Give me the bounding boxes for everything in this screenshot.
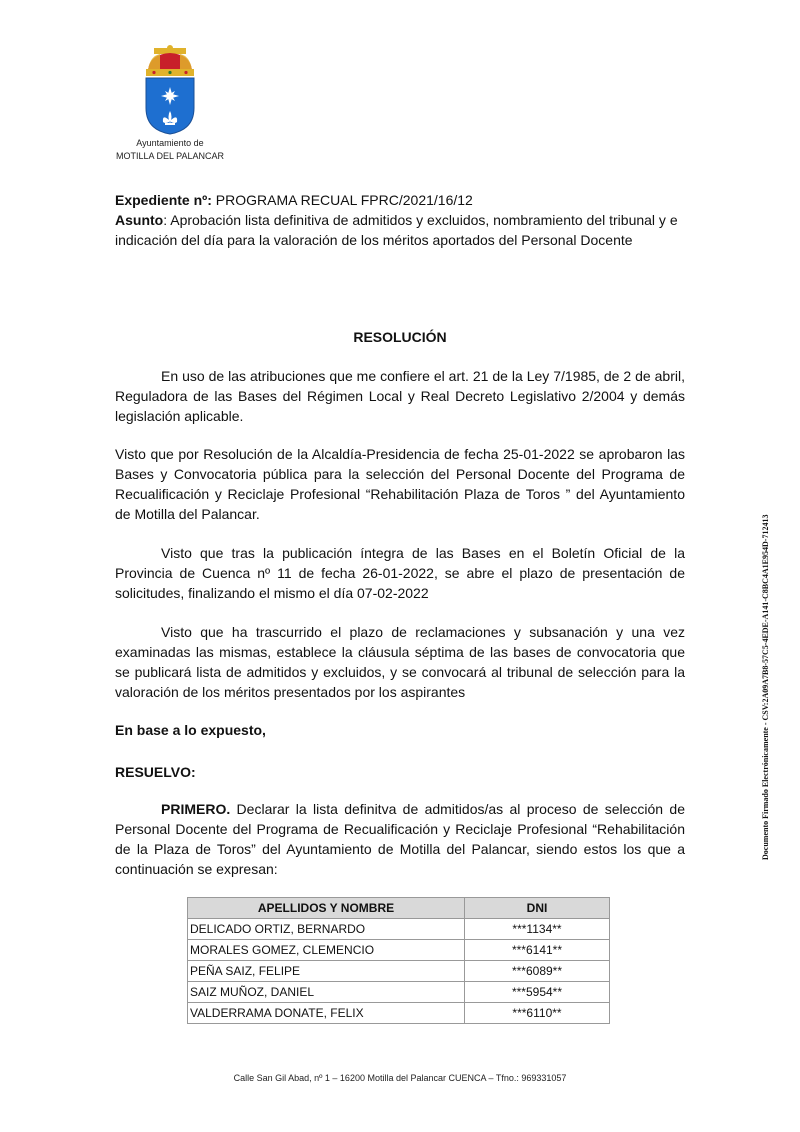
page-footer-address: Calle San Gil Abad, nº 1 – 16200 Motilla del Palancar CUENCA – Tfno.: 969331057 (233, 1073, 567, 1083)
candidate-name: PEÑA SAIZ, FELIPE (188, 961, 465, 982)
expediente-value: PROGRAMA RECUAL FPRC/2021/16/12 (211, 192, 473, 208)
table-header-row (188, 898, 610, 919)
paragraph-claims: Visto que ha trascurrido el plazo de reclamaciones y subsanación y una vez examinadas las mismas, establece la cláusula séptima de las bases de convocatoria que se publicará lista de admitidos y excluidos, y se convocará al tribunal de selección para la valoración de los méritos presentados por los aspirantes (115, 624, 685, 700)
admitted-candidates-table (187, 897, 610, 1024)
column-header-name: APELLIDOS Y NOMBRE (188, 898, 465, 919)
table-row (188, 940, 610, 961)
primero-text: Declarar la lista definitva de admitidos/as al proceso de selección de Personal Docente del Programa de Recualificación y Reciclaje Profesional “Rehabilitación de la Plaza de Toros” del Ayuntamiento de Motilla del Palancar, siendo estos los que a continuación se expresan: (115, 801, 685, 877)
asunto-label: Asunto (115, 212, 164, 228)
expediente-line (115, 190, 690, 210)
candidate-dni: ***1134** (465, 919, 610, 940)
table-row (188, 1003, 610, 1024)
candidate-dni: ***6141** (465, 940, 610, 961)
table-row (188, 919, 610, 940)
logo-caption-line2: MOTILLA DEL PALANCAR (115, 151, 225, 161)
table-row (188, 961, 610, 982)
candidate-dni: ***6110** (465, 1003, 610, 1024)
candidate-dni: ***6089** (465, 961, 610, 982)
primero-label: PRIMERO. (161, 801, 231, 817)
candidate-name: SAIZ MUÑOZ, DANIEL (188, 982, 465, 1003)
paragraph-bases-approval: Visto que por Resolución de la Alcaldía-Presidencia de fecha 25-01-2022 se aprobaron las Bases y Convocatoria pública para la selección del Personal Docente del Programa de Recualificación y Reciclaje Profesional “Rehabilitación Plaza de Toros ” del Ayuntamiento de Motilla del Palancar. (115, 446, 685, 522)
asunto-line (115, 210, 690, 250)
candidate-name: DELICADO ORTIZ, BERNARDO (188, 919, 465, 940)
expediente-label: Expediente nº: (115, 192, 212, 208)
municipal-coat-of-arms (112, 44, 228, 162)
document-header (115, 190, 690, 250)
coat-of-arms-icon (140, 44, 200, 136)
paragraph-publication: Visto que tras la publicación íntegra de las Bases en el Boletín Oficial de la Provincia de Cuenca nº 11 de fecha 26-01-2022, se abre el plazo de presentación de solicitudes, finalizando el mismo el día 07-02-2022 (115, 545, 685, 601)
table-row (188, 982, 610, 1003)
paragraph-base-expuesto: En base a lo expuesto, (115, 722, 266, 738)
paragraph-primero (115, 799, 685, 879)
paragraph-attributions: En uso de las atribuciones que me confiere el art. 21 de la Ley 7/1985, de 2 de abril, Reguladora de las Bases del Régimen Local y Real Decreto Legislativo 2/2004 y demás legislación aplicable. (115, 368, 685, 424)
candidate-dni: ***5954** (465, 982, 610, 1003)
candidate-name: VALDERRAMA DONATE, FELIX (188, 1003, 465, 1024)
paragraph-resuelvo: RESUELVO: (115, 764, 196, 780)
column-header-dni: DNI (465, 898, 610, 919)
candidate-name: MORALES GOMEZ, CLEMENCIO (188, 940, 465, 961)
logo-caption-line1: Ayuntamiento de (136, 138, 204, 148)
asunto-value: : Aprobación lista definitiva de admitidos y excluidos, nombramiento del tribunal y e indicación del día para la valoración de los méritos aportados del Personal Docente (115, 212, 678, 248)
electronic-signature-stamp: Documento Firmado Electrónicamente - CSV:2A09A7B8-57C5-4EDE-A141-C8BC4A1E954D-712413 (761, 514, 770, 860)
resolution-title: RESOLUCIÓN (353, 329, 447, 345)
